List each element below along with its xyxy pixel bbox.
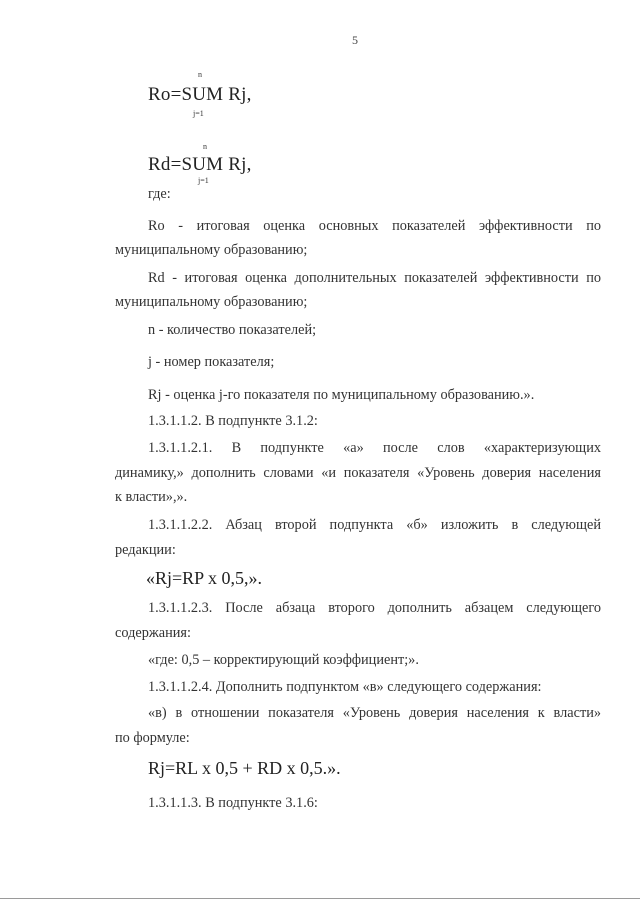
page-number: 5: [352, 33, 358, 47]
para-1-3-1-1-3: 1.3.1.1.3. В подпункте 3.1.6:: [148, 795, 318, 811]
def-n: n - количество показателей;: [148, 322, 317, 338]
para-v-line-2: по формуле:: [115, 730, 190, 746]
para-1-3-1-1-2-1-line-3: к власти»,».: [115, 489, 188, 505]
formula-ro-upper-limit: n: [198, 70, 202, 79]
para-coefficient: «где: 0,5 – корректирующий коэффициент;».: [148, 652, 419, 668]
def-j: j - номер показателя;: [148, 354, 275, 370]
def-ro-line-2: муниципальному образованию;: [115, 242, 308, 258]
para-1-3-1-1-2-1-line-1: 1.3.1.1.2.1. В подпункте «а» после слов «характеризующих: [148, 440, 601, 456]
para-1-3-1-1-2-1-line-2: динамику,» дополнить словами «и показателя «Уровень доверия населения: [115, 465, 601, 481]
para-1-3-1-1-2-3-line-1: 1.3.1.1.2.3. После абзаца второго дополнить абзацем следующего: [148, 600, 601, 616]
def-rd-line-2: муниципальному образованию;: [115, 294, 308, 310]
para-1-3-1-1-2-4: 1.3.1.1.2.4. Дополнить подпунктом «в» следующего содержания:: [148, 679, 542, 695]
formula-ro-lower-limit: j=1: [193, 109, 204, 118]
page-bottom-border: [0, 898, 640, 899]
def-rj: Rj - оценка j-го показателя по муниципальному образованию.».: [148, 387, 535, 403]
def-ro-line-1: Ro - итоговая оценка основных показателей эффективности по: [148, 218, 601, 234]
formula-rj-rl-rd: Rj=RL x 0,5 + RD x 0,5.».: [148, 758, 341, 778]
formula-rd-lower-limit: j=1: [198, 176, 209, 185]
para-v-line-1: «в) в отношении показателя «Уровень доверия населения к власти»: [148, 705, 601, 721]
para-1-3-1-1-2: 1.3.1.1.2. В подпункте 3.1.2:: [148, 413, 318, 429]
formula-rd-upper-limit: n: [203, 142, 207, 151]
def-rd-line-1: Rd - итоговая оценка дополнительных показателей эффективности по: [148, 270, 601, 286]
formula-ro: Ro=SUM Rj,: [148, 84, 252, 105]
para-1-3-1-1-2-2-line-2: редакции:: [115, 542, 176, 558]
where-label: где:: [148, 186, 171, 202]
formula-rd: Rd=SUM Rj,: [148, 154, 252, 175]
formula-rj-rp: «Rj=RP x 0,5,».: [146, 568, 263, 588]
para-1-3-1-1-2-2-line-1: 1.3.1.1.2.2. Абзац второй подпункта «б» изложить в следующей: [148, 517, 601, 533]
para-1-3-1-1-2-3-line-2: содержания:: [115, 625, 191, 641]
